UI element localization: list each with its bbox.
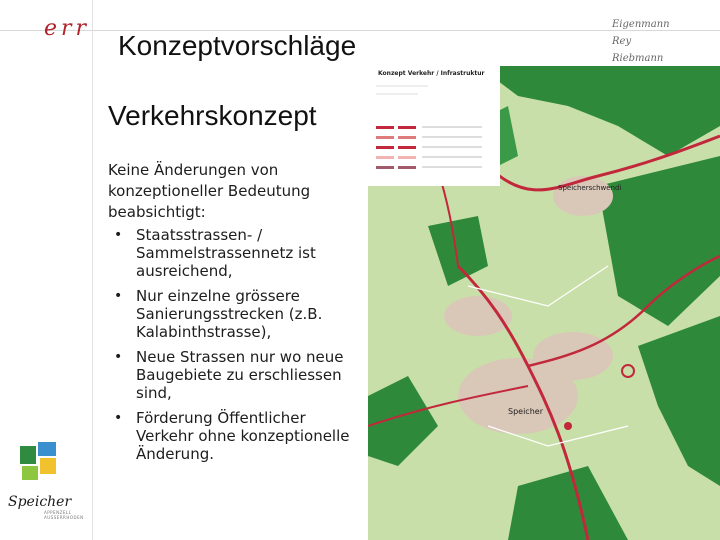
- owner-name: Eigenmann: [612, 19, 670, 30]
- bullet-icon: •: [114, 288, 123, 304]
- section-heading: Verkehrskonzept: [108, 100, 317, 131]
- bullet-text: Staatsstrassen- / Sammelstrassennetz ist ausreichend,: [136, 226, 316, 280]
- list-item: [108, 287, 366, 341]
- bullet-icon: •: [114, 410, 123, 426]
- map-title: Konzept Verkehr / Infrastruktur: [378, 70, 485, 77]
- bullet-list: [108, 226, 366, 470]
- side-divider: [92, 0, 93, 540]
- place-label: Speicher: [508, 407, 543, 416]
- logo-word: Speicher: [8, 494, 72, 510]
- bullet-text: Neue Strassen nur wo neue Baugebiete zu erschliessen sind,: [136, 348, 344, 402]
- bullet-text: Nur einzelne grössere Sanierungsstrecken (z.B. Kalabinthstrasse),: [136, 287, 323, 341]
- list-item: [108, 409, 366, 463]
- bullet-icon: •: [114, 349, 123, 365]
- place-label: Speicherschwendi: [558, 184, 622, 192]
- logo-subtitle: APPENZELL AUSSERRHODEN: [44, 510, 84, 520]
- list-item: [108, 226, 366, 280]
- map-legend: [368, 66, 500, 186]
- slide-title: Konzeptvorschläge: [118, 30, 357, 61]
- err-logo: err: [44, 16, 91, 41]
- owner-names: [612, 16, 670, 67]
- speicher-logo: [0, 436, 90, 540]
- bullet-icon: •: [114, 227, 123, 243]
- list-item: [108, 348, 366, 402]
- intro-text: Keine Änderungen von konzeptioneller Bedeutung beabsichtigt:: [108, 161, 311, 221]
- owner-name: Riebmann: [612, 53, 664, 64]
- bullet-text: Förderung Öffentlicher Verkehr ohne konzeptionelle Änderung.: [136, 409, 350, 463]
- owner-name: Rey: [612, 36, 632, 47]
